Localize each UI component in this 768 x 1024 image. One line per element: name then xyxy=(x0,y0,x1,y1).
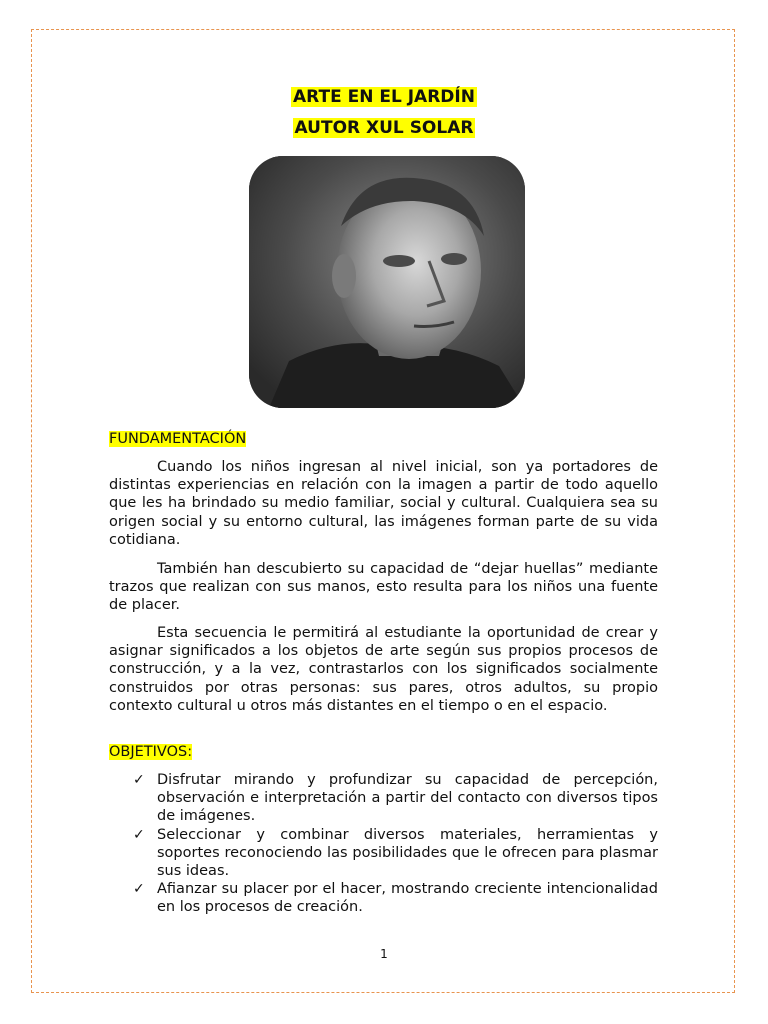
document-title xyxy=(0,86,768,108)
checkmark-icon: ✓ xyxy=(133,826,145,843)
objetivos-list xyxy=(131,771,658,917)
list-item: ✓ Afianzar su placer por el hacer, mostrando creciente intencionalidad en los procesos de creación. xyxy=(133,881,658,916)
paragraph-2: También han descubierto su capacidad de “dejar huellas” mediante trazos que realizan con sus manos, esto resulta para los niños una fuente de placer. xyxy=(109,561,658,614)
page-number: 1 xyxy=(380,947,388,961)
fundamentacion-heading: FUNDAMENTACIÓN xyxy=(109,431,247,447)
list-item: ✓ Seleccionar y combinar diversos materiales, herramientas y soportes reconociendo las posibilidades que le ofrecen para plasmar sus ideas. xyxy=(133,826,658,880)
author-portrait-photo xyxy=(249,156,525,408)
title-line-2: AUTOR XUL SOLAR xyxy=(294,118,474,138)
paragraph-3: Esta secuencia le permitirá al estudiante la oportunidad de crear y asignar significados a los objetos de arte según sus propios procesos de construcción, y a la vez, contrastarlos con los significados socialmente construidos por otras personas: sus pares, otros adultos, su propio contexto cultural u otros más distantes en el tiempo o en el espacio. xyxy=(109,625,658,714)
checkmark-icon: ✓ xyxy=(133,881,145,898)
paragraph-1: Cuando los niños ingresan al nivel inicial, son ya portadores de distintas experiencias en relación con la imagen a partir de todo aquello que les ha brindado su medio familiar, social y cultural. Cualquiera sea su origen social y su entorno cultural, las imágenes forman parte de su vida cotidiana. xyxy=(109,459,658,548)
title-line-1: ARTE EN EL JARDÍN xyxy=(293,87,475,107)
checkmark-icon: ✓ xyxy=(133,772,145,788)
objetivos-heading: OBJETIVOS: xyxy=(109,744,193,760)
list-item: ✓ Disfrutar mirando y profundizar su capacidad de percepción, observación e interpretación a partir del contacto con diversos tipos de imágenes. xyxy=(133,772,658,825)
document-subtitle xyxy=(0,117,768,139)
